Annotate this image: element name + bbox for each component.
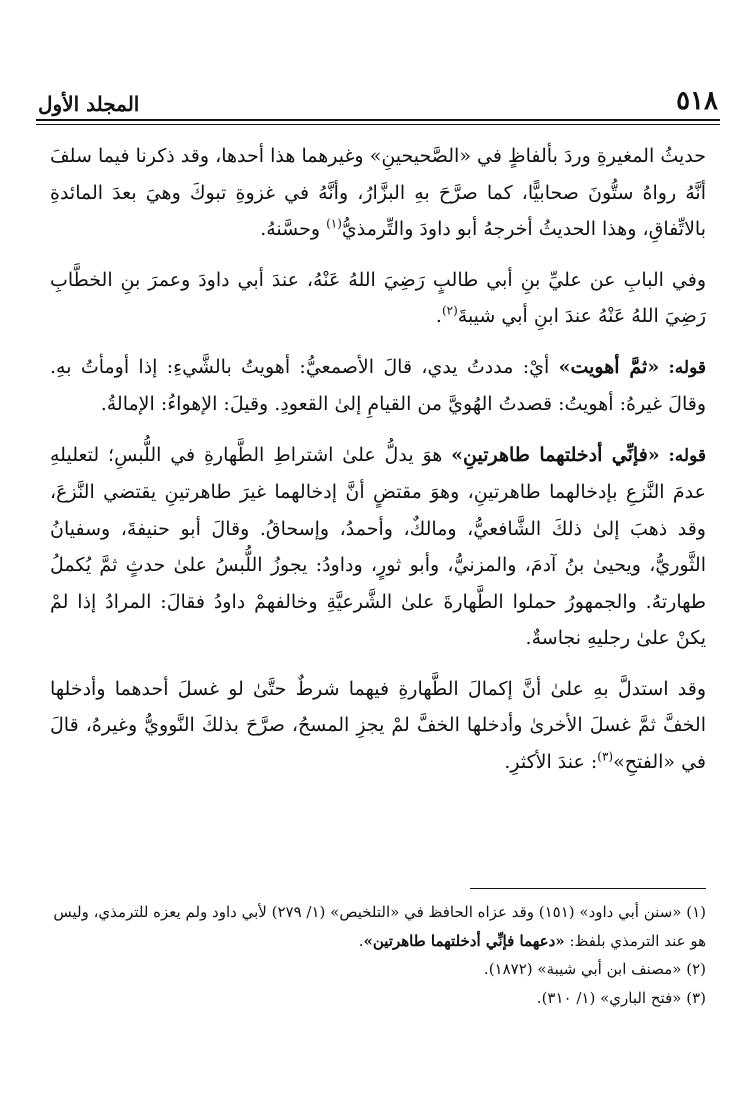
footnote-tail: . bbox=[358, 931, 364, 950]
paragraph-tail: . bbox=[435, 305, 442, 327]
footnote-1 bbox=[50, 898, 706, 955]
paragraph-tail: : عندَ الأكثرِ. bbox=[504, 750, 598, 773]
header-rule-thick bbox=[36, 119, 720, 121]
footnote-marker: (١) bbox=[686, 903, 706, 921]
footnote-marker: (٢) bbox=[686, 960, 706, 978]
main-text bbox=[50, 138, 706, 788]
paragraph-tail: وحسَّنهُ. bbox=[260, 218, 321, 240]
paragraph-text: أيْ: مددتُ يدي، قالَ الأصمعيُّ: أهويتُ بالشَّيءِ: إذا أومأتُ بهِ. وقالَ غيرهُ: أهويتُ: قصدتُ الهُويَّ من القيامِ إلىٰ القعودِ. وقيلَ: الإهواءُ: الإمالةُ. bbox=[50, 355, 706, 415]
footnote-quote: «دعهما فإنِّي أدخلتهما طاهرتين» bbox=[363, 931, 565, 950]
quoted-phrase: «فإنِّي أدخلتهما طاهرتينِ» bbox=[451, 443, 660, 466]
footnote-2 bbox=[50, 955, 706, 984]
page-number: ٥١٨ bbox=[676, 86, 718, 116]
paragraph-fil-bab bbox=[50, 262, 706, 335]
footnote-ref-1: (١) bbox=[326, 216, 342, 231]
paragraph-adkhaltuhuma bbox=[50, 437, 706, 657]
header-rule-thin bbox=[36, 124, 720, 125]
paragraph-hadith-mughira bbox=[50, 138, 706, 248]
paragraph-text: هوَ يدلُّ علىٰ اشتراطِ الطَّهارةِ في اللُّبسِ؛ لتعليلهِ عدمَ النَّزعِ بإدخالهما طاهرتينِ، وهوَ مقتضٍ أنَّ إدخالهما غيرَ طاهرتينِ يقتضي النَّزعَ، وقد ذهبَ إلىٰ ذلكَ الشَّافعيُّ، ومالكٌ، وأحمدُ، وإسحاقُ. وقالَ أبو حنيفةَ، وسفيانُ الثَّوريُّ، ويحيىٰ بنُ آدمَ، والمزنيُّ، وأبو ثورٍ، وداودُ: يجوزُ اللُّبسُ علىٰ حدثٍ ثمَّ يُكملُ طهارتهُ. والجمهورُ حملوا الطَّهارةَ علىٰ الشَّرعيَّةِ وخالفهمْ داودُ فقالَ: المرادُ إذا لمْ يكنْ علىٰ رجليهِ نجاسةٌ. bbox=[50, 443, 706, 649]
page-header bbox=[38, 80, 718, 116]
paragraph-text: حديثُ المغيرةِ وردَ بألفاظٍ في «الصَّحيحينِ» وغيرهما هذا أحدها، وقد ذكرنا فيما سلفَ أنَّهُ رواهُ ستُّونَ صحابيًّا، كما صرَّحَ بهِ البزَّارُ، وأنَّهُ في غزوةِ تبوكَ وهيَ بعدَ المائدةِ بالاتِّفاقِ، وهذا الحديثُ أخرجهُ أبو داودَ والتِّرمذيُّ bbox=[50, 145, 706, 240]
footnote-text: «سنن أبي داود» (١٥١) وقد عزاه الحافظ في «التلخيص» (١/ ٢٧٩) لأبي داود ولم يعزه للترمذي، وليس هو عند الترمذي بلفظ: bbox=[53, 903, 706, 950]
footnote-separator bbox=[470, 888, 706, 889]
qawl-label: قوله: bbox=[668, 357, 706, 378]
footnote-3 bbox=[50, 984, 706, 1013]
footnote-text: «مصنف ابن أبي شيبة» (١٨٧٢). bbox=[483, 960, 682, 978]
paragraph-istadalla bbox=[50, 671, 706, 781]
paragraph-text: وفي البابِ عن عليِّ بنِ أبي طالبٍ رَضِيَ اللهُ عَنْهُ، عندَ أبي داودَ وعمرَ بنِ الخطَّابِ رَضِيَ اللهُ عَنْهُ عندَ ابنِ أبي شيبةَ bbox=[50, 268, 706, 327]
footnotes bbox=[50, 898, 706, 1012]
volume-title: المجلد الأول bbox=[38, 92, 140, 116]
footnote-ref-3: (٣) bbox=[597, 749, 614, 764]
qawl-label: قوله: bbox=[668, 445, 706, 466]
paragraph-text: وقد استدلَّ بهِ علىٰ أنَّ إكمالَ الطَّهارةِ فيهما شرطٌ حتَّىٰ لو غسلَ أحدهما وأدخلها الخفَّ ثمَّ غسلَ الأخرىٰ وأدخلها الخفَّ لمْ يجزِ المسحُ، صرَّحَ بذلكَ النَّوويُّ وغيرهُ، قالَ في «الفتحِ» bbox=[50, 677, 706, 773]
footnote-ref-2: (٢) bbox=[441, 303, 458, 318]
quoted-phrase: «ثمَّ أهويت» bbox=[558, 355, 660, 378]
footnote-marker: (٣) bbox=[686, 988, 706, 1007]
paragraph-ahwayt bbox=[50, 349, 706, 423]
footnote-text: «فتح الباري» (١/ ٣١٠). bbox=[536, 988, 682, 1007]
